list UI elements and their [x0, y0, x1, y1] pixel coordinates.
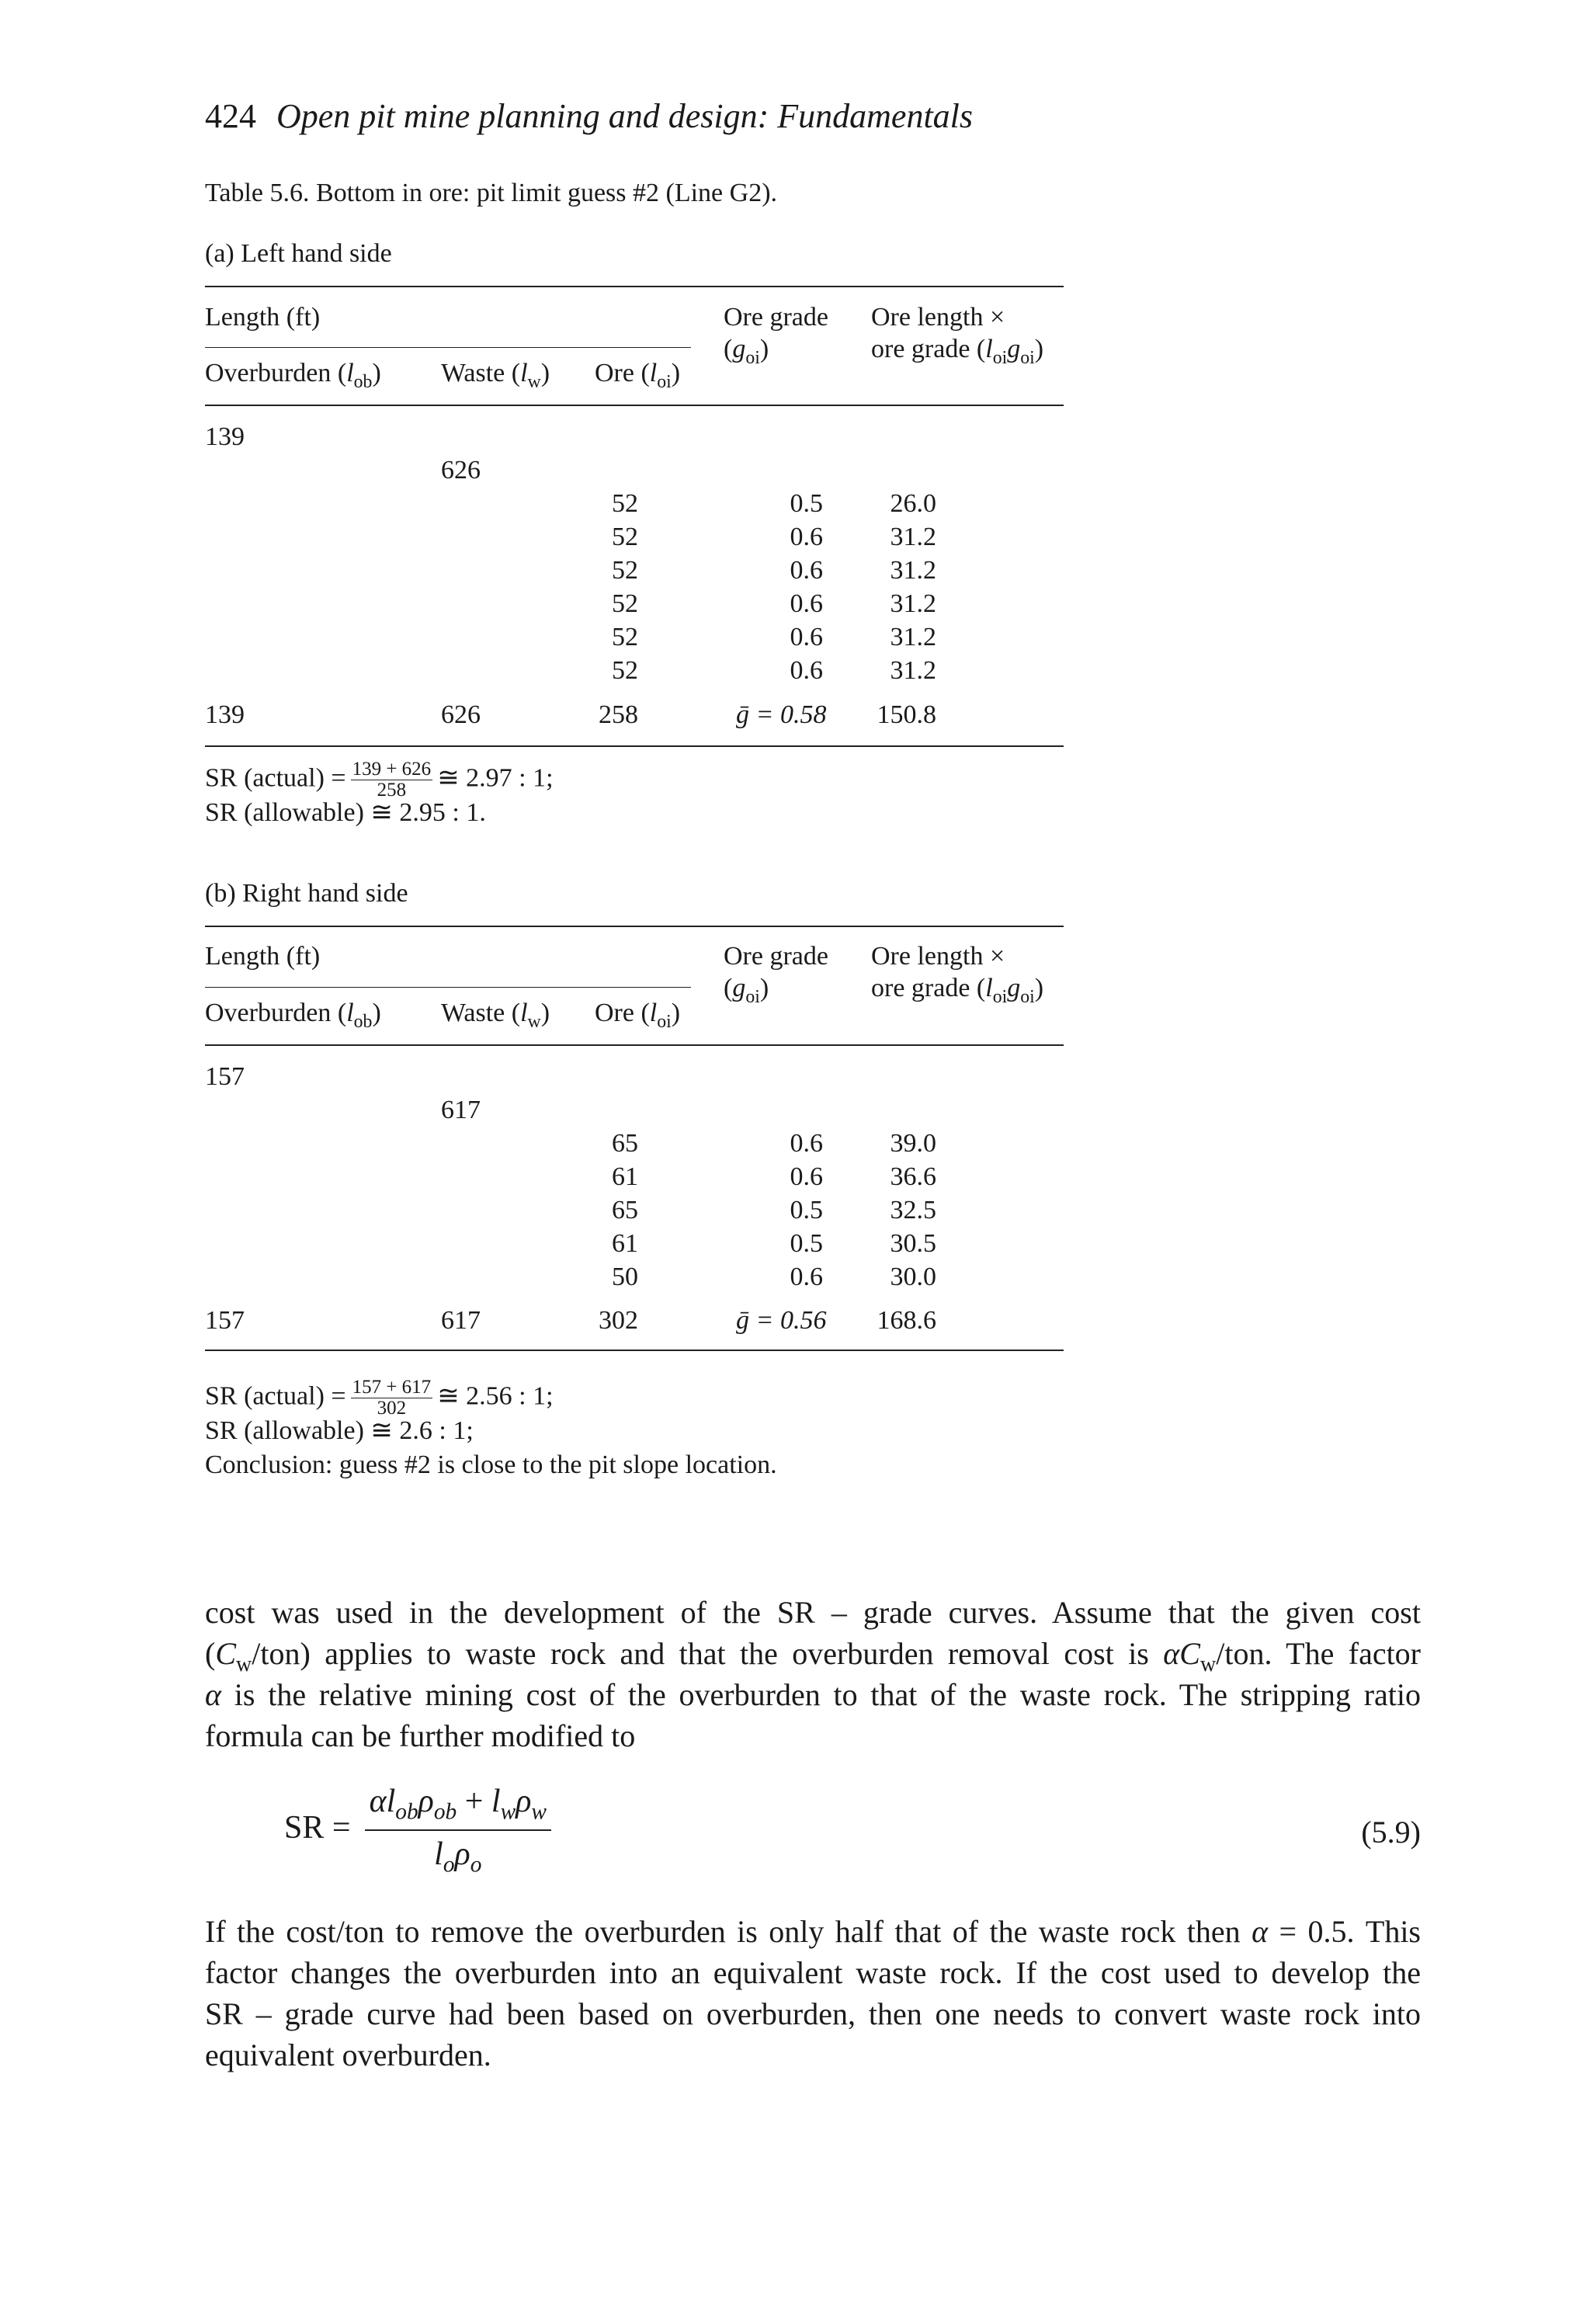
- header-sub-rule-left: [205, 347, 691, 348]
- header-overburden: Overburden $(l_{ob})$: [205, 999, 381, 1032]
- table-row-grade: 0.5: [790, 1229, 823, 1258]
- header-sub-rule-right: [205, 987, 691, 988]
- table-row-product: 30.5: [890, 1229, 936, 1258]
- left-total-waste: 626: [441, 700, 481, 729]
- left-sr-actual: SR (actual) = $\frac{139 + 626}{258}$ ≅ 2.97 : 1;: [205, 759, 554, 801]
- table-row-grade: 0.6: [790, 1263, 823, 1291]
- body-line: formula can be further modified to: [205, 1718, 636, 1753]
- table-row-grade: 0.6: [790, 523, 823, 551]
- table-row-grade: 0.5: [790, 489, 823, 518]
- table-row-product: 32.5: [890, 1196, 936, 1225]
- body-line: α is the relative mining cost of the overburden to that of the waste rock. The stripping ratio: [205, 1677, 1421, 1712]
- body-line: factor changes the overburden into an equivalent waste rock. If the cost used to develop the: [205, 1955, 1421, 1990]
- equation-fraction: [365, 1783, 551, 1878]
- body-paragraph-2: [205, 1911, 1421, 2076]
- table-row-product: 31.2: [890, 556, 936, 585]
- table-row-product: 31.2: [890, 589, 936, 618]
- table-row-ore: 50: [612, 1263, 638, 1291]
- table-row-grade: 0.6: [790, 623, 823, 651]
- right-total-product: 168.6: [877, 1306, 936, 1335]
- table-row-product: 26.0: [890, 489, 936, 518]
- table-row-ore: 52: [612, 623, 638, 651]
- table-row-product: 30.0: [890, 1263, 936, 1291]
- table-row-product: 39.0: [890, 1129, 936, 1158]
- left-total-product: 150.8: [877, 700, 936, 729]
- table-top-rule-right: [205, 926, 1064, 927]
- table-row-ore: 61: [612, 1162, 638, 1191]
- table-row-product: 36.6: [890, 1162, 936, 1191]
- header-length: Length (ft): [205, 303, 321, 332]
- table-row-ore: 52: [612, 523, 638, 551]
- table-row-grade: 0.6: [790, 556, 823, 585]
- right-total-ore: 302: [599, 1306, 638, 1335]
- running-header: [205, 96, 973, 136]
- right-sr-actual: SR (actual) = $\frac{157 + 617}{302}$ ≅ 2.56 : 1;: [205, 1377, 554, 1419]
- left-overburden-value: 139: [205, 422, 245, 451]
- right-total-waste: 617: [441, 1306, 481, 1335]
- table-row-grade: 0.6: [790, 1162, 823, 1191]
- header-length: Length (ft): [205, 942, 321, 971]
- table-caption: Table 5.6. Bottom in ore: pit limit guess #2 (Line G2).: [205, 179, 778, 207]
- table-row-product: 31.2: [890, 523, 936, 551]
- left-waste-value: 626: [441, 456, 481, 485]
- header-ore-product: Ore length × ore grade $(l_{oi}g_{oi})$: [871, 942, 1044, 1007]
- right-conclusion: Conclusion: guess #2 is close to the pit slope location.: [205, 1450, 777, 1479]
- table-bottom-rule-left: [205, 745, 1064, 747]
- book-title: Open pit mine planning and design: Fundamentals: [276, 97, 974, 135]
- header-ore: Ore $(l_{oi})$: [595, 999, 681, 1032]
- header-waste: Waste $(l_w)$: [441, 999, 550, 1032]
- right-average-grade: ḡ = 0.56: [736, 1306, 827, 1335]
- header-waste: Waste $(l_w)$: [441, 359, 550, 392]
- body-line: $(C_w/ton)$ applies to waste rock and that the overburden removal cost is $\alpha C_w$/ton. The factor: [205, 1636, 1422, 1676]
- table-row-ore: 52: [612, 656, 638, 685]
- equation-5-9: [284, 1783, 551, 1878]
- header-ore-grade: Ore grade $(g_{oi})$: [724, 942, 828, 1007]
- header-overburden: Overburden $(l_{ob})$: [205, 359, 381, 392]
- header-bottom-rule-left: [205, 405, 1064, 406]
- table-row-ore: 61: [612, 1229, 638, 1258]
- header-ore-grade: Ore grade $(g_{oi})$: [724, 303, 828, 368]
- table-row-ore: 52: [612, 489, 638, 518]
- header-bottom-rule-right: [205, 1044, 1064, 1046]
- body-line: If the cost/ton to remove the overburden is only half that of the waste rock then α = 0.5. This: [205, 1914, 1422, 1949]
- table-row-ore: 65: [612, 1129, 638, 1158]
- left-average-grade: ḡ = 0.58: [736, 700, 827, 729]
- body-line: cost was used in the development of the SR – grade curves. Assume that the given cost: [205, 1595, 1421, 1630]
- table-row-grade: 0.5: [790, 1196, 823, 1225]
- page-number: 424: [205, 97, 256, 135]
- equation-denominator: $l_o\rho_o$: [434, 1836, 482, 1878]
- left-total-ore: 258: [599, 700, 638, 729]
- right-sr-allowable: SR (allowable) ≅ 2.6 : 1;: [205, 1416, 474, 1445]
- left-sr-allowable: SR (allowable) ≅ 2.95 : 1.: [205, 798, 486, 827]
- equation-numerator: $\alpha l_{ob}\rho_{ob} + l_w\rho_w$: [365, 1783, 551, 1831]
- left-total-overburden: 139: [205, 700, 245, 729]
- table-top-rule-left: [205, 286, 1064, 287]
- equation-number: (5.9): [1361, 1815, 1421, 1850]
- body-line: equivalent overburden.: [205, 2037, 491, 2072]
- header-ore: Ore $(l_{oi})$: [595, 359, 681, 392]
- table-row-ore: 52: [612, 589, 638, 618]
- right-waste-value: 617: [441, 1096, 481, 1124]
- right-overburden-value: 157: [205, 1062, 245, 1091]
- table-row-grade: 0.6: [790, 589, 823, 618]
- table-row-product: 31.2: [890, 656, 936, 685]
- table-row-ore: 52: [612, 556, 638, 585]
- table-row-product: 31.2: [890, 623, 936, 651]
- right-total-overburden: 157: [205, 1306, 245, 1335]
- right-section-label: (b) Right hand side: [205, 879, 408, 908]
- body-line: SR – grade curve had been based on overburden, then one needs to convert waste rock into: [205, 1996, 1421, 2031]
- table-bottom-rule-right: [205, 1350, 1064, 1351]
- header-ore-product: Ore length × ore grade $(l_{oi}g_{oi})$: [871, 303, 1044, 368]
- equation-lhs: SR =: [284, 1810, 351, 1846]
- table-row-ore: 65: [612, 1196, 638, 1225]
- body-paragraph-1: [205, 1592, 1421, 1756]
- table-row-grade: 0.6: [790, 1129, 823, 1158]
- table-row-grade: 0.6: [790, 656, 823, 685]
- left-section-label: (a) Left hand side: [205, 239, 392, 268]
